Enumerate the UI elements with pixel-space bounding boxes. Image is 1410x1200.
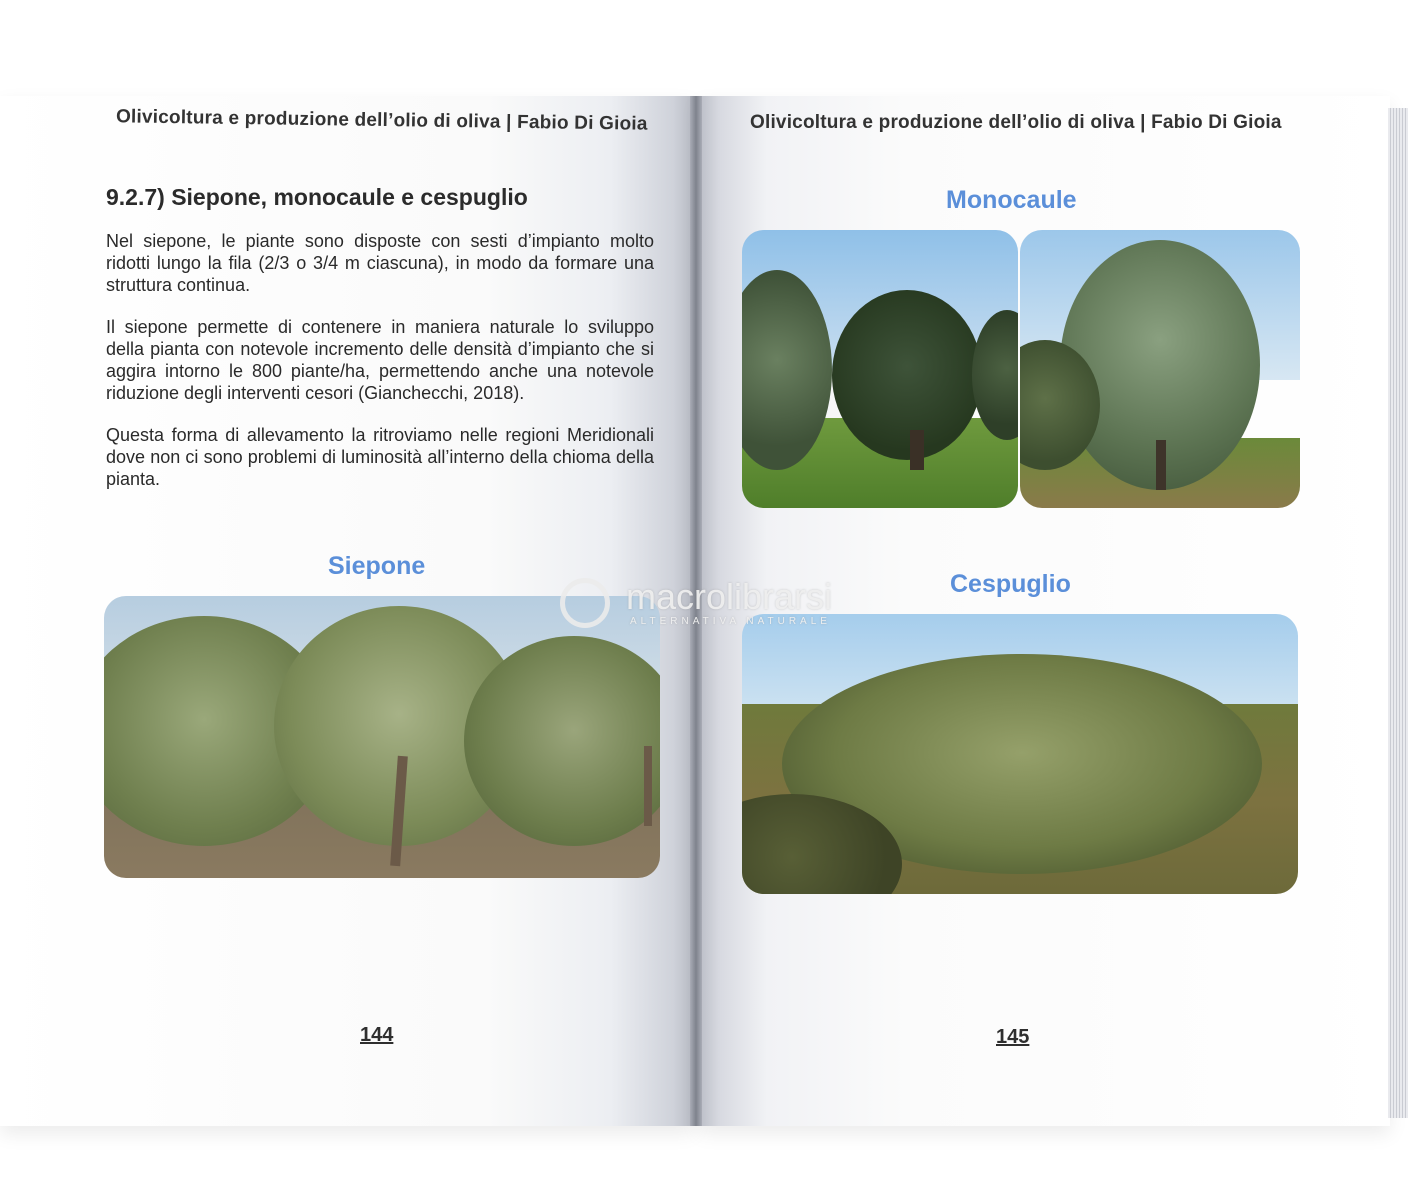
cespuglio-title: Cespuglio <box>950 570 1071 598</box>
leaf-logo-icon <box>560 578 610 628</box>
monocaule-title: Monocaule <box>946 186 1077 214</box>
page-number-right: 145 <box>996 1026 1030 1048</box>
left-running-head: Olivicoltura e produzione dell’olio di oliva | Fabio Di Gioia <box>115 106 648 135</box>
siepone-title: Siepone <box>328 552 426 580</box>
watermark <box>560 576 860 632</box>
monocaule-photo-1 <box>742 230 1018 508</box>
right-running-head: Olivicoltura e produzione dell’olio di oliva | Fabio Di Gioia <box>750 112 1282 133</box>
paragraph-1: Nel siepone, le piante sono disposte con sesti d’impianto molto ridotti lungo la fila (2/3 o 3/4 m ciascuna), in modo da formare una struttura continua. <box>106 231 654 295</box>
paragraph-3: Questa forma di allevamento la ritroviamo nelle regioni Meridionali dove non ci sono problemi di luminosità all’interno della chioma della pianta. <box>106 425 654 489</box>
cespuglio-photo <box>742 614 1298 894</box>
siepone-photo <box>104 596 660 878</box>
monocaule-photo-2 <box>1020 230 1300 508</box>
paragraph-2: Il siepone permette di contenere in maniera naturale lo sviluppo della pianta con notevole incremento delle densità d’impianto che si aggira intorno le 800 piante/ha, permettendo anche una notevole riduzione degli interventi cesori (Gianchecchi, 2018). <box>106 317 654 403</box>
page-number-left: 144 <box>360 1024 394 1046</box>
watermark-subtext: ALTERNATIVA NATURALE <box>630 616 831 627</box>
section-title: 9.2.7) Siepone, monocaule e cespuglio <box>106 184 528 210</box>
watermark-text: macrolibrarsi <box>626 576 833 617</box>
page-edges <box>1388 108 1408 1118</box>
